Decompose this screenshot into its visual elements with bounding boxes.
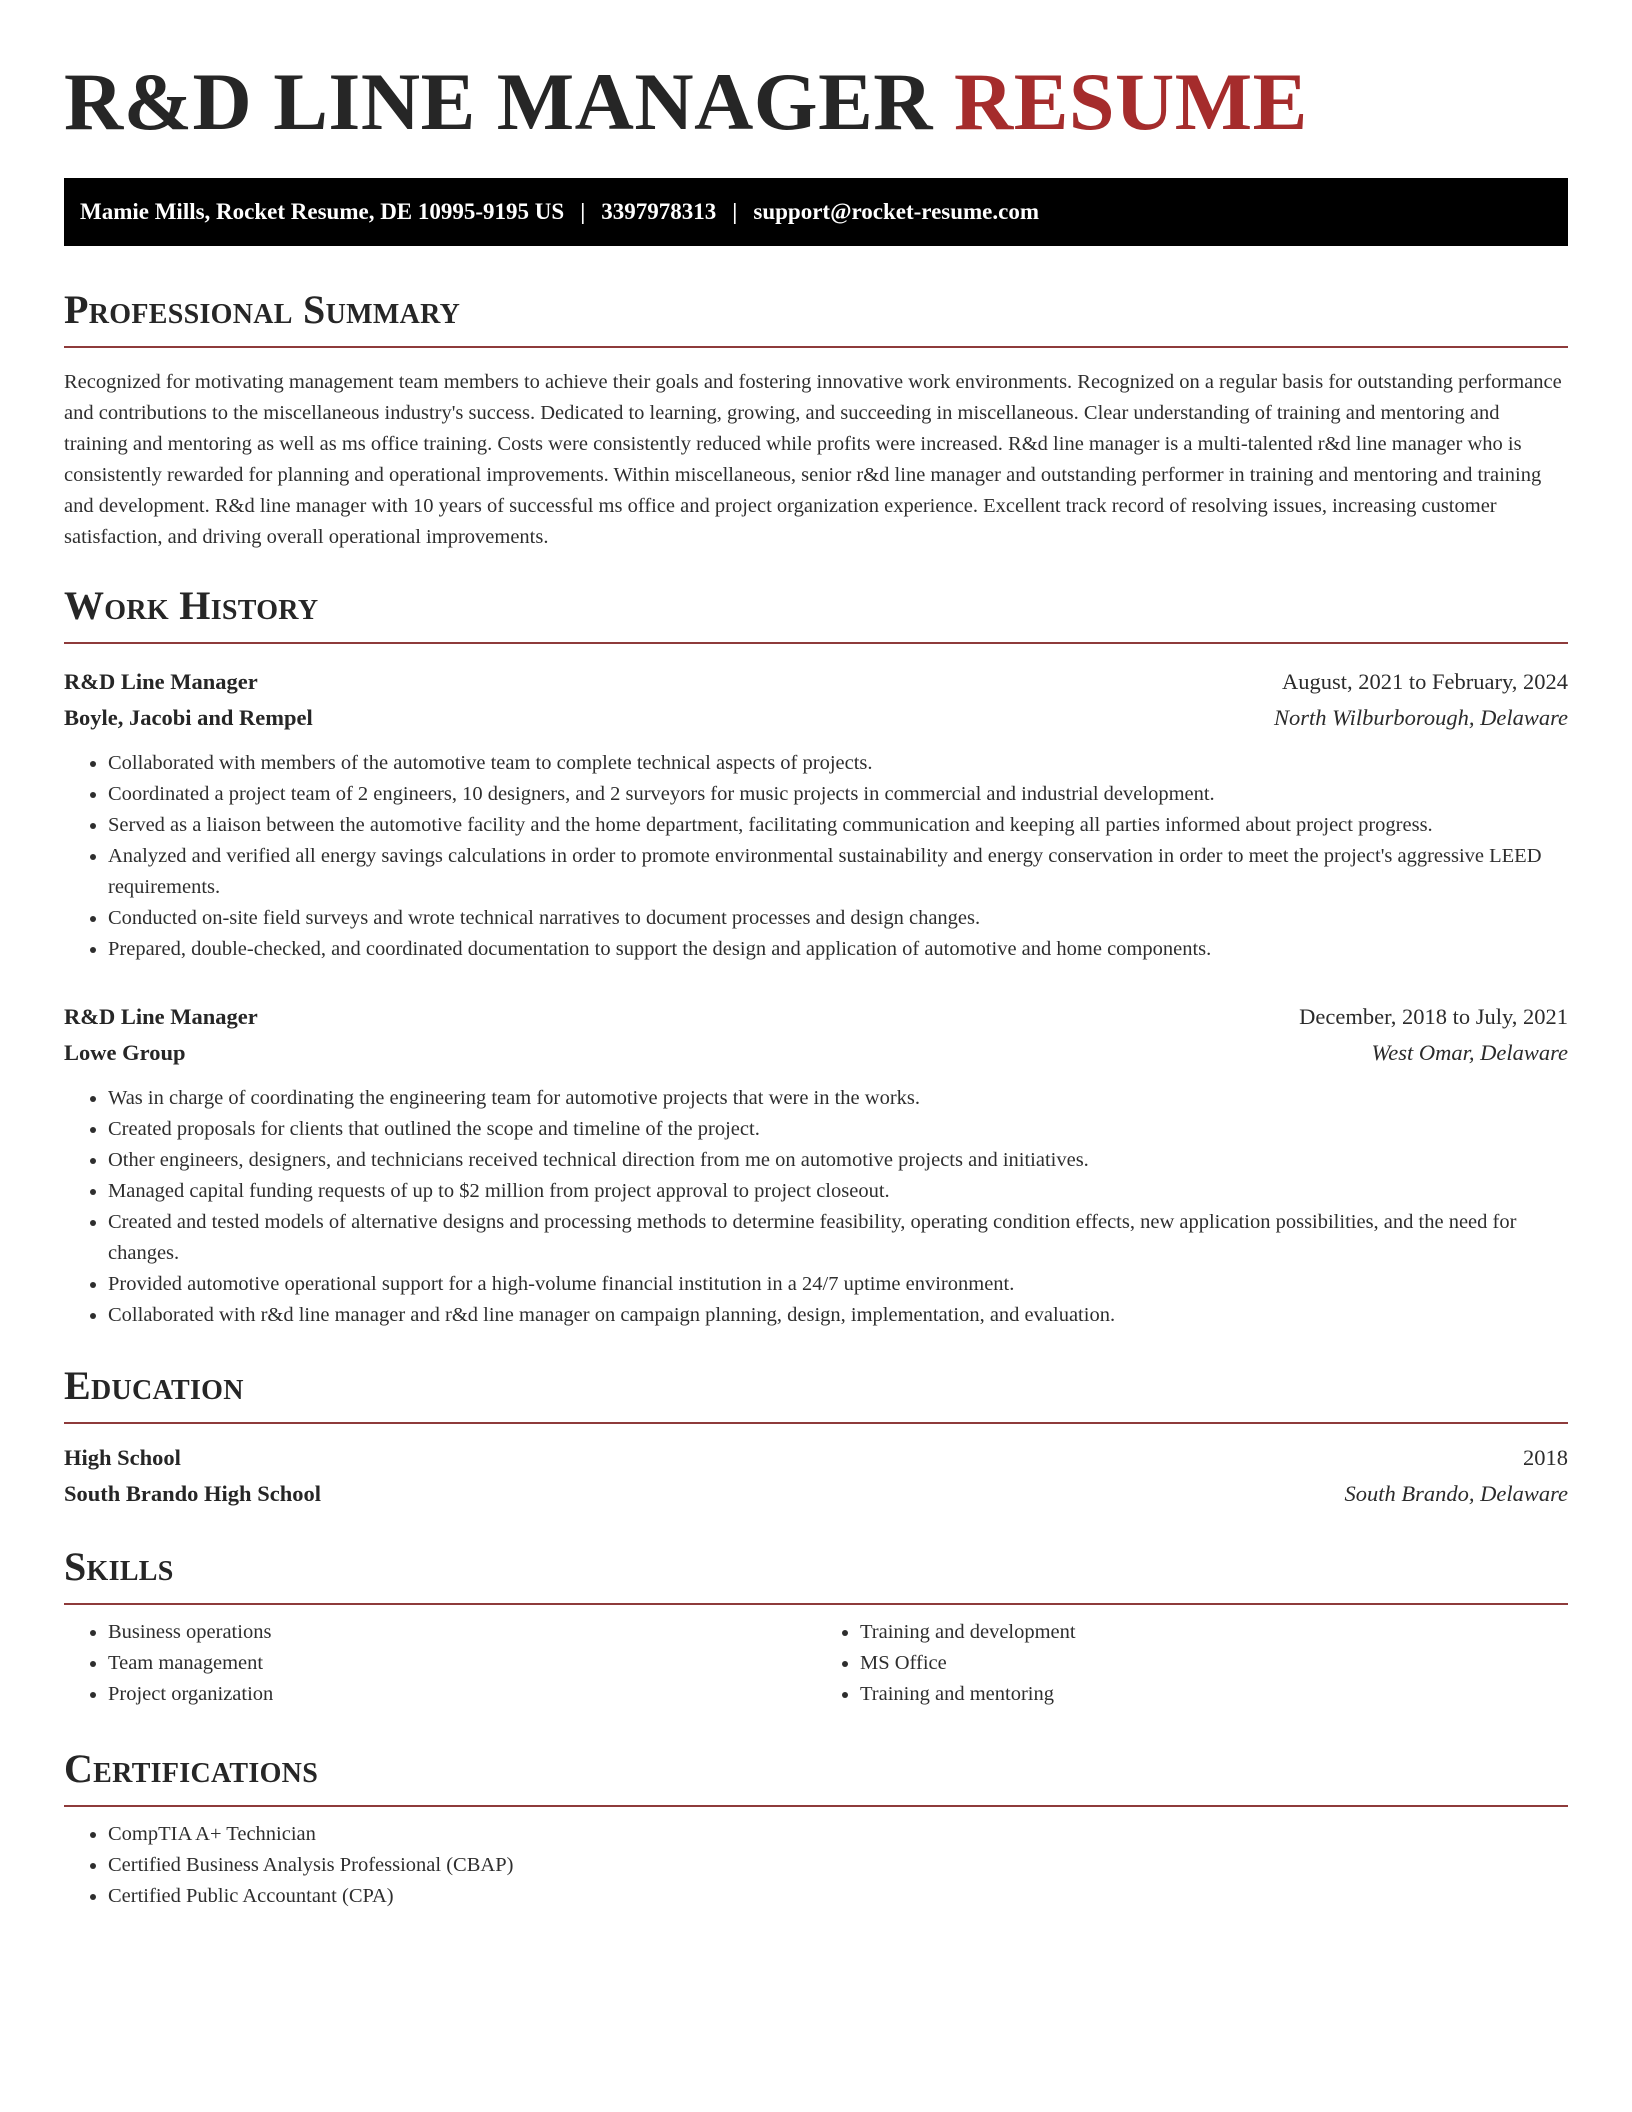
summary-text: Recognized for motivating management team members to achieve their goals and fostering innovative work environments. Recognized on a regular basis for outstanding performance and contributions to the miscellaneous industry's success. Dedicated to learning, growing, and succeeding in miscellaneous. Clear understanding of training and mentoring and training and mentoring as well as ms office training. Costs were consistently reduced while profits were increased. R&d line manager is a multi-talented r&d line manager who is consistently rewarded for planning and operational improvements. Within miscellaneous, senior r&d line manager and outstanding performer in training and mentoring and training and development. R&d line manager with 10 years of successful ms office and project organization experience. Excellent track record of resolving issues, increasing customer satisfaction, and driving overall operational improvements.	[64, 371, 1562, 548]
job-bullet: • Was in charge of coordinating the engineering team for automotive projects that were in the works.	[108, 1083, 1568, 1114]
certification-item: • Certified Public Accountant (CPA)	[108, 1881, 1568, 1912]
job-bullet: • Created proposals for clients that outlined the scope and timeline of the project.	[108, 1114, 1568, 1145]
contact-phone: 3397978313	[601, 199, 717, 224]
skill-item: • MS Office	[860, 1648, 1568, 1679]
section-heading: Education	[64, 1363, 244, 1408]
job-entry	[64, 664, 1568, 965]
contact-bar	[64, 178, 1568, 246]
job-bullets	[64, 748, 1568, 965]
contact-address: Mamie Mills, Rocket Resume, DE 10995-9195 US	[80, 199, 565, 224]
skills-right-column	[816, 1617, 1568, 1710]
job-dates: August, 2021 to February, 2024	[1281, 669, 1568, 694]
certification-item: • CompTIA A+ Technician	[108, 1819, 1568, 1850]
job-bullet: • Collaborated with members of the automotive team to complete technical aspects of projects.	[108, 748, 1568, 779]
job-bullet: • Collaborated with r&d line manager and r&d line manager on campaign planning, design, implementation, and evaluation.	[108, 1300, 1568, 1331]
job-dates: December, 2018 to July, 2021	[1299, 1004, 1568, 1029]
skill-item: • Business operations	[108, 1617, 816, 1648]
job-company: Lowe Group	[64, 1040, 186, 1065]
section-divider	[64, 1603, 1568, 1605]
education-location: South Brando, Delaware	[1344, 1481, 1568, 1506]
education-school: South Brando High School	[64, 1481, 321, 1506]
job-location: North Wilburborough, Delaware	[1274, 705, 1568, 730]
job-bullets	[64, 1083, 1568, 1331]
education-degree: High School	[64, 1445, 181, 1470]
job-bullet: • Managed capital funding requests of up to $2 million from project approval to project closeout.	[108, 1176, 1568, 1207]
job-company: Boyle, Jacobi and Rempel	[64, 705, 313, 730]
job-title: R&D Line Manager	[64, 669, 258, 694]
skills-grid	[64, 1617, 1568, 1710]
contact-separator: |	[732, 199, 738, 224]
skill-item: • Training and mentoring	[860, 1679, 1568, 1710]
title-accent: RESUME	[954, 56, 1308, 147]
job-bullet: • Provided automotive operational support for a high-volume financial institution in a 24/7 uptime environment.	[108, 1269, 1568, 1300]
resume-title	[64, 52, 1568, 152]
certification-item: • Certified Business Analysis Professional (CBAP)	[108, 1850, 1568, 1881]
skill-item: • Team management	[108, 1648, 816, 1679]
skills-left-column	[64, 1617, 816, 1710]
section-divider	[64, 1422, 1568, 1424]
job-location: West Omar, Delaware	[1371, 1040, 1568, 1065]
certifications-list	[64, 1819, 1568, 1912]
job-bullet: • Other engineers, designers, and technicians received technical direction from me on automotive projects and initiatives.	[108, 1145, 1568, 1176]
skill-item: • Training and development	[860, 1617, 1568, 1648]
section-divider	[64, 1805, 1568, 1807]
job-title: R&D Line Manager	[64, 1004, 258, 1029]
education-year: 2018	[1523, 1445, 1568, 1470]
job-bullet: • Coordinated a project team of 2 engineers, 10 designers, and 2 surveyors for music projects in commercial and industrial development.	[108, 779, 1568, 810]
contact-email: support@rocket-resume.com	[753, 199, 1040, 224]
skill-item: • Project organization	[108, 1679, 816, 1710]
professional-summary-section	[64, 284, 1568, 553]
job-bullet: • Prepared, double-checked, and coordinated documentation to support the design and application of automotive and home components.	[108, 934, 1568, 965]
education-section	[64, 1360, 1568, 1512]
job-bullet: • Conducted on-site field surveys and wrote technical narratives to document processes and design changes.	[108, 903, 1568, 934]
section-heading: Work History	[64, 583, 319, 628]
job-bullet: • Analyzed and verified all energy savings calculations in order to promote environmental sustainability and energy conservation in order to meet the project's aggressive LEED requirements.	[108, 841, 1568, 903]
certifications-section	[64, 1743, 1568, 1912]
job-entry	[64, 999, 1568, 1331]
education-entry	[64, 1440, 1568, 1512]
section-divider	[64, 642, 1568, 644]
skills-section	[64, 1541, 1568, 1710]
section-divider	[64, 346, 1568, 348]
work-history-section	[64, 580, 1568, 1331]
title-main: R&D LINE MANAGER	[64, 56, 933, 147]
job-bullet: • Served as a liaison between the automotive facility and the home department, facilitating communication and keeping all parties informed about project progress.	[108, 810, 1568, 841]
section-heading: Certifications	[64, 1746, 319, 1791]
section-heading: Professional Summary	[64, 287, 461, 332]
section-heading: Skills	[64, 1544, 174, 1589]
job-bullet: • Created and tested models of alternative designs and processing methods to determine feasibility, operating condition effects, new application possibilities, and the need for changes.	[108, 1207, 1568, 1269]
contact-separator: |	[580, 199, 586, 224]
